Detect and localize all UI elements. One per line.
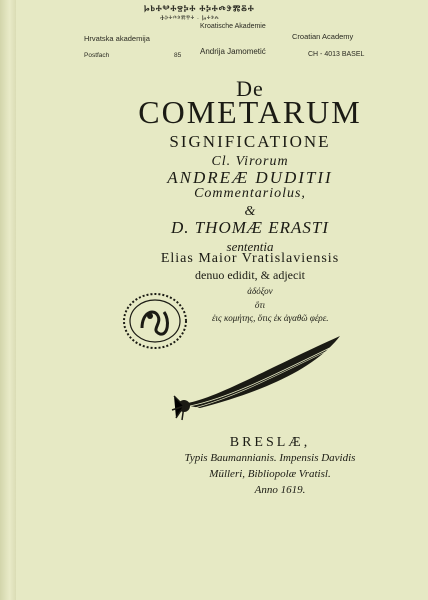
title-andreae: ANDREÆ DUDITII — [167, 168, 333, 187]
stamp-croatian: Croatian Academy — [292, 32, 354, 41]
stamp-hrvatska: Hrvatska akademija — [84, 34, 150, 43]
stamp-kroatische: Kroatische Akademie — [200, 23, 266, 30]
title-elias: Elias Maior Vratislaviensis — [160, 251, 340, 266]
stamp-glagolitic-line2: Ⰰⰽⰰⰴⰵⰿⰹⰰ · Ⱈⰰⰵⰾ — [160, 15, 220, 22]
title-thomae: D. THOMÆ ERASTI — [170, 218, 330, 237]
title-significatione: SIGNIFICATIONE — [169, 132, 331, 151]
imprint-place: BRESLÆ, — [229, 435, 311, 450]
title-de: De — [236, 76, 264, 101]
title-sententia: sententia — [226, 239, 274, 254]
comet-illustration-icon — [170, 332, 350, 422]
stamp-name: Andrija Jamometić — [200, 47, 266, 56]
stamp-postfach-number: 85 — [174, 52, 182, 59]
greek-line1: ἀδόξον — [247, 286, 273, 296]
stamp-postfach: Postfach — [84, 52, 110, 59]
book-spine — [0, 0, 17, 600]
title-cometarum: COMETARUM — [138, 94, 362, 130]
imprint-year: Anno 1619. — [254, 484, 306, 496]
stamp-glagolitic-line1: ⰘⰓⰀⰂⰀⰔⰍⰀ ⰀⰍⰀⰄⰅⰏⰋⰀ — [144, 4, 255, 13]
greek-line2: ὅτι — [254, 300, 266, 310]
library-stamp — [82, 4, 378, 59]
title-ampersand: & — [244, 204, 256, 219]
title-denuo: denuo edidit, & adjecit — [195, 268, 305, 282]
title-virorum: Cl. Virorum — [211, 154, 289, 169]
title-commentariolus: Commentariolus, — [194, 186, 306, 201]
stamp-city: CH - 4013 BASEL — [308, 51, 365, 58]
imprint-typis: Typis Baumannianis. Impensis Davidis — [184, 452, 356, 464]
imprint-mulleri: Mülleri, Bibliopolæ Vratisl. — [209, 468, 331, 480]
greek-line3: ἐις κομήτης, ὅτις ἐκ ἀγαθῶ φέρε. — [212, 313, 329, 323]
